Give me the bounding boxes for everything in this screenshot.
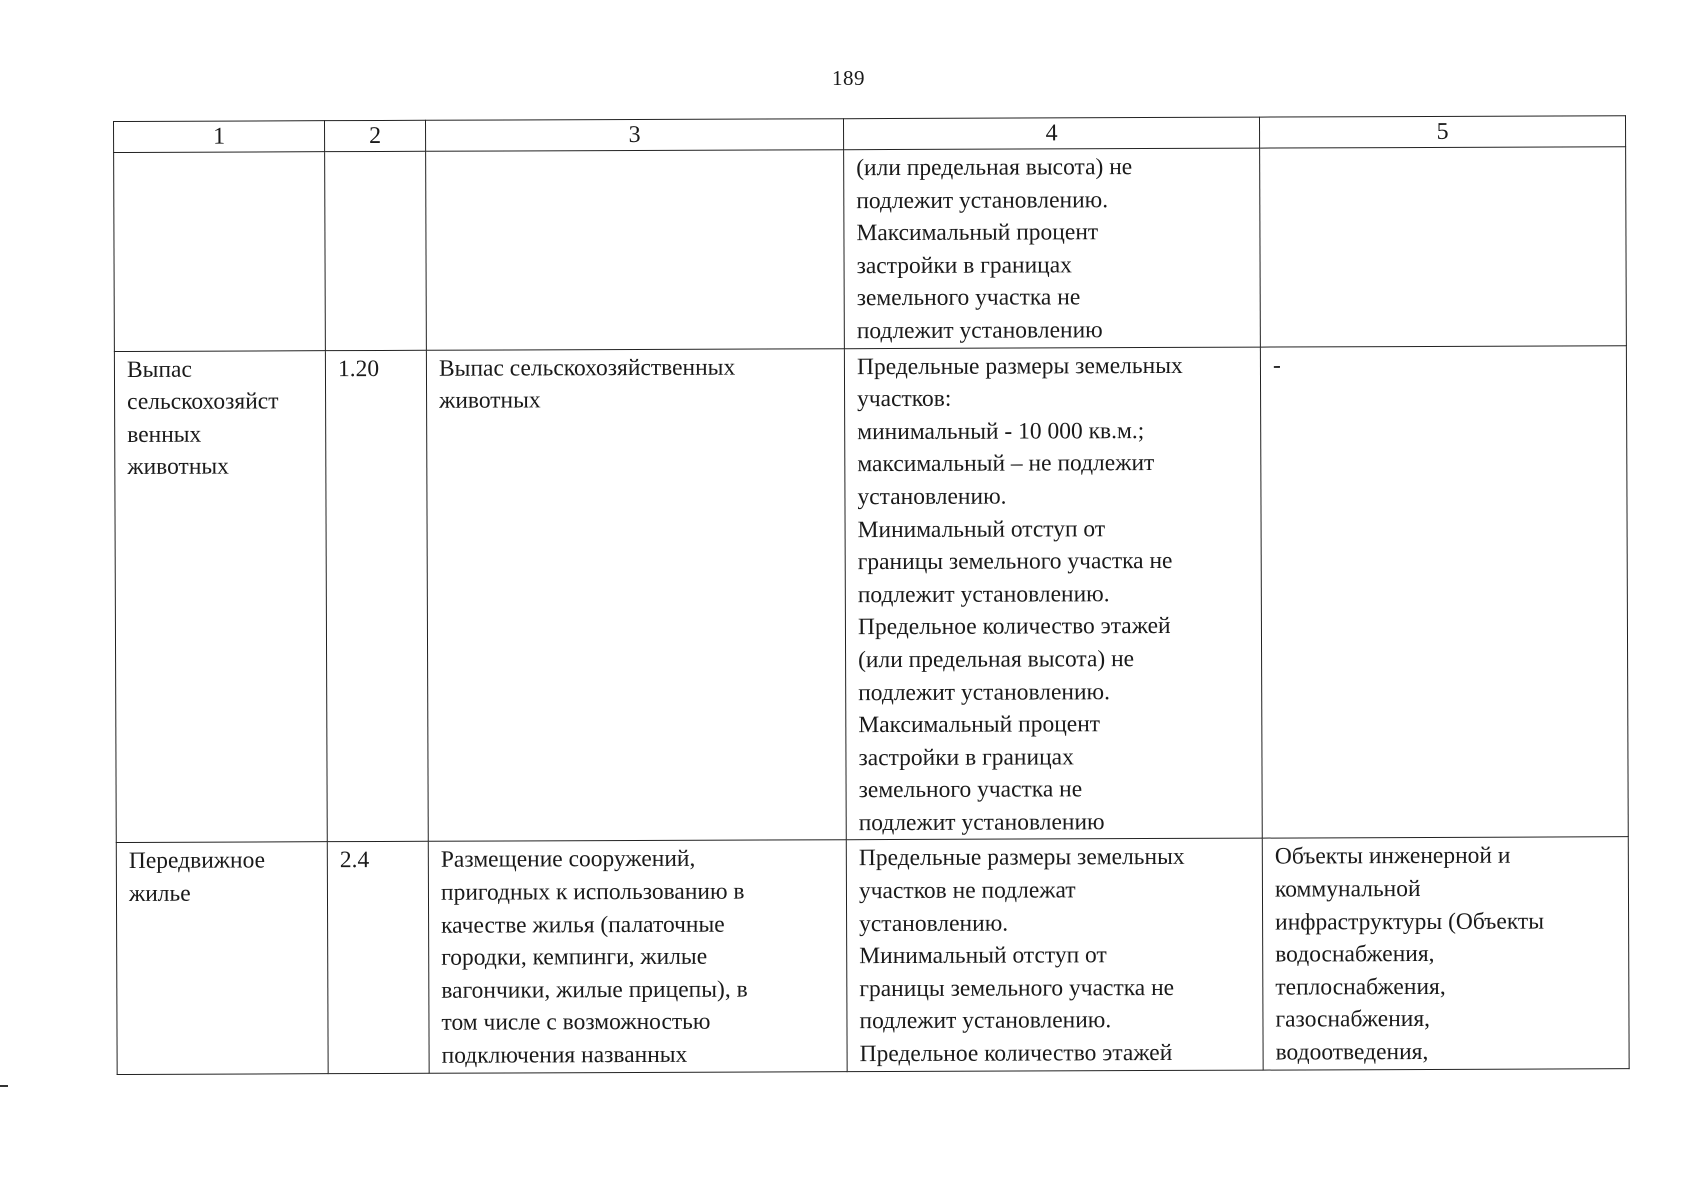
cell-name-text bbox=[126, 154, 312, 155]
cell-description bbox=[428, 840, 847, 1073]
margin-mark bbox=[0, 1085, 8, 1087]
header-col-4: 4 bbox=[843, 117, 1259, 150]
cell-parameters-text: (или предельная высота) не подлежит установлению. Максимальный процент застройки в границах земельного участка не подлежит установлению bbox=[856, 154, 1133, 345]
cell-name bbox=[114, 152, 326, 351]
cell-restrictions bbox=[1260, 147, 1627, 347]
cell-restrictions-text: - bbox=[1272, 352, 1281, 379]
cell-restrictions bbox=[1262, 837, 1629, 1070]
cell-restrictions bbox=[1260, 345, 1628, 838]
cell-name-text: Передвижное жилье bbox=[128, 847, 266, 908]
cell-parameters bbox=[844, 148, 1261, 348]
cell-code bbox=[325, 151, 427, 350]
cell-parameters-text: Предельные размеры земельных участков: минимальный - 10 000 кв.м.; максимальный – не подлежит установлению. Минимальный отступ от границы земельного участка не подлежит установлению. Предельное количество этажей (или предельная высота) не подлежит установлению. Максимальный процент застройки в границах земельного участка не подлежит установлению bbox=[856, 352, 1183, 837]
header-col-2: 2 bbox=[325, 120, 426, 151]
cell-parameters bbox=[846, 839, 1263, 1072]
cell-name bbox=[114, 350, 327, 843]
cell-description-text bbox=[438, 152, 831, 154]
header-col-5: 5 bbox=[1259, 116, 1625, 148]
cell-restrictions-text bbox=[1272, 149, 1613, 150]
table-row-mobile-housing bbox=[116, 837, 1629, 1074]
cell-name bbox=[116, 842, 328, 1074]
cell-restrictions-text: Объекты инженерной и коммунальной инфраструктуры (Объекты водоснабжения, теплоснабжения, газоснабжения, водоотведения, bbox=[1274, 843, 1545, 1066]
cell-description-text: Размещение сооружений, пригодных к использованию в качестве жилья (палаточные городки, кемпинги, жилые вагончики, жилые прицепы), в том числе с возможностью подключения названных bbox=[440, 846, 748, 1069]
table-row-continuation bbox=[114, 147, 1627, 351]
page-number: 189 bbox=[832, 66, 865, 90]
header-col-1: 1 bbox=[114, 121, 325, 153]
cell-description bbox=[426, 150, 845, 350]
cell-code bbox=[327, 842, 429, 1074]
table-row-livestock-grazing bbox=[114, 345, 1628, 843]
cell-code-text: 2.4 bbox=[339, 847, 370, 874]
cell-parameters bbox=[844, 347, 1262, 840]
land-use-table bbox=[113, 115, 1630, 1074]
cell-description-text: Выпас сельскохозяйственных животных bbox=[438, 354, 736, 414]
cell-code bbox=[325, 350, 428, 842]
header-col-3: 3 bbox=[425, 119, 843, 152]
cell-description bbox=[426, 348, 846, 842]
cell-name-text: Выпас сельскохозяйст венных животных bbox=[126, 356, 279, 481]
cell-parameters-text: Предельные размеры земельных участков не подлежат установлению. Минимальный отступ от границы земельного участка не подлежит установлению. Предельное количество этажей bbox=[858, 844, 1185, 1068]
cell-code-text: 1.20 bbox=[337, 355, 380, 382]
